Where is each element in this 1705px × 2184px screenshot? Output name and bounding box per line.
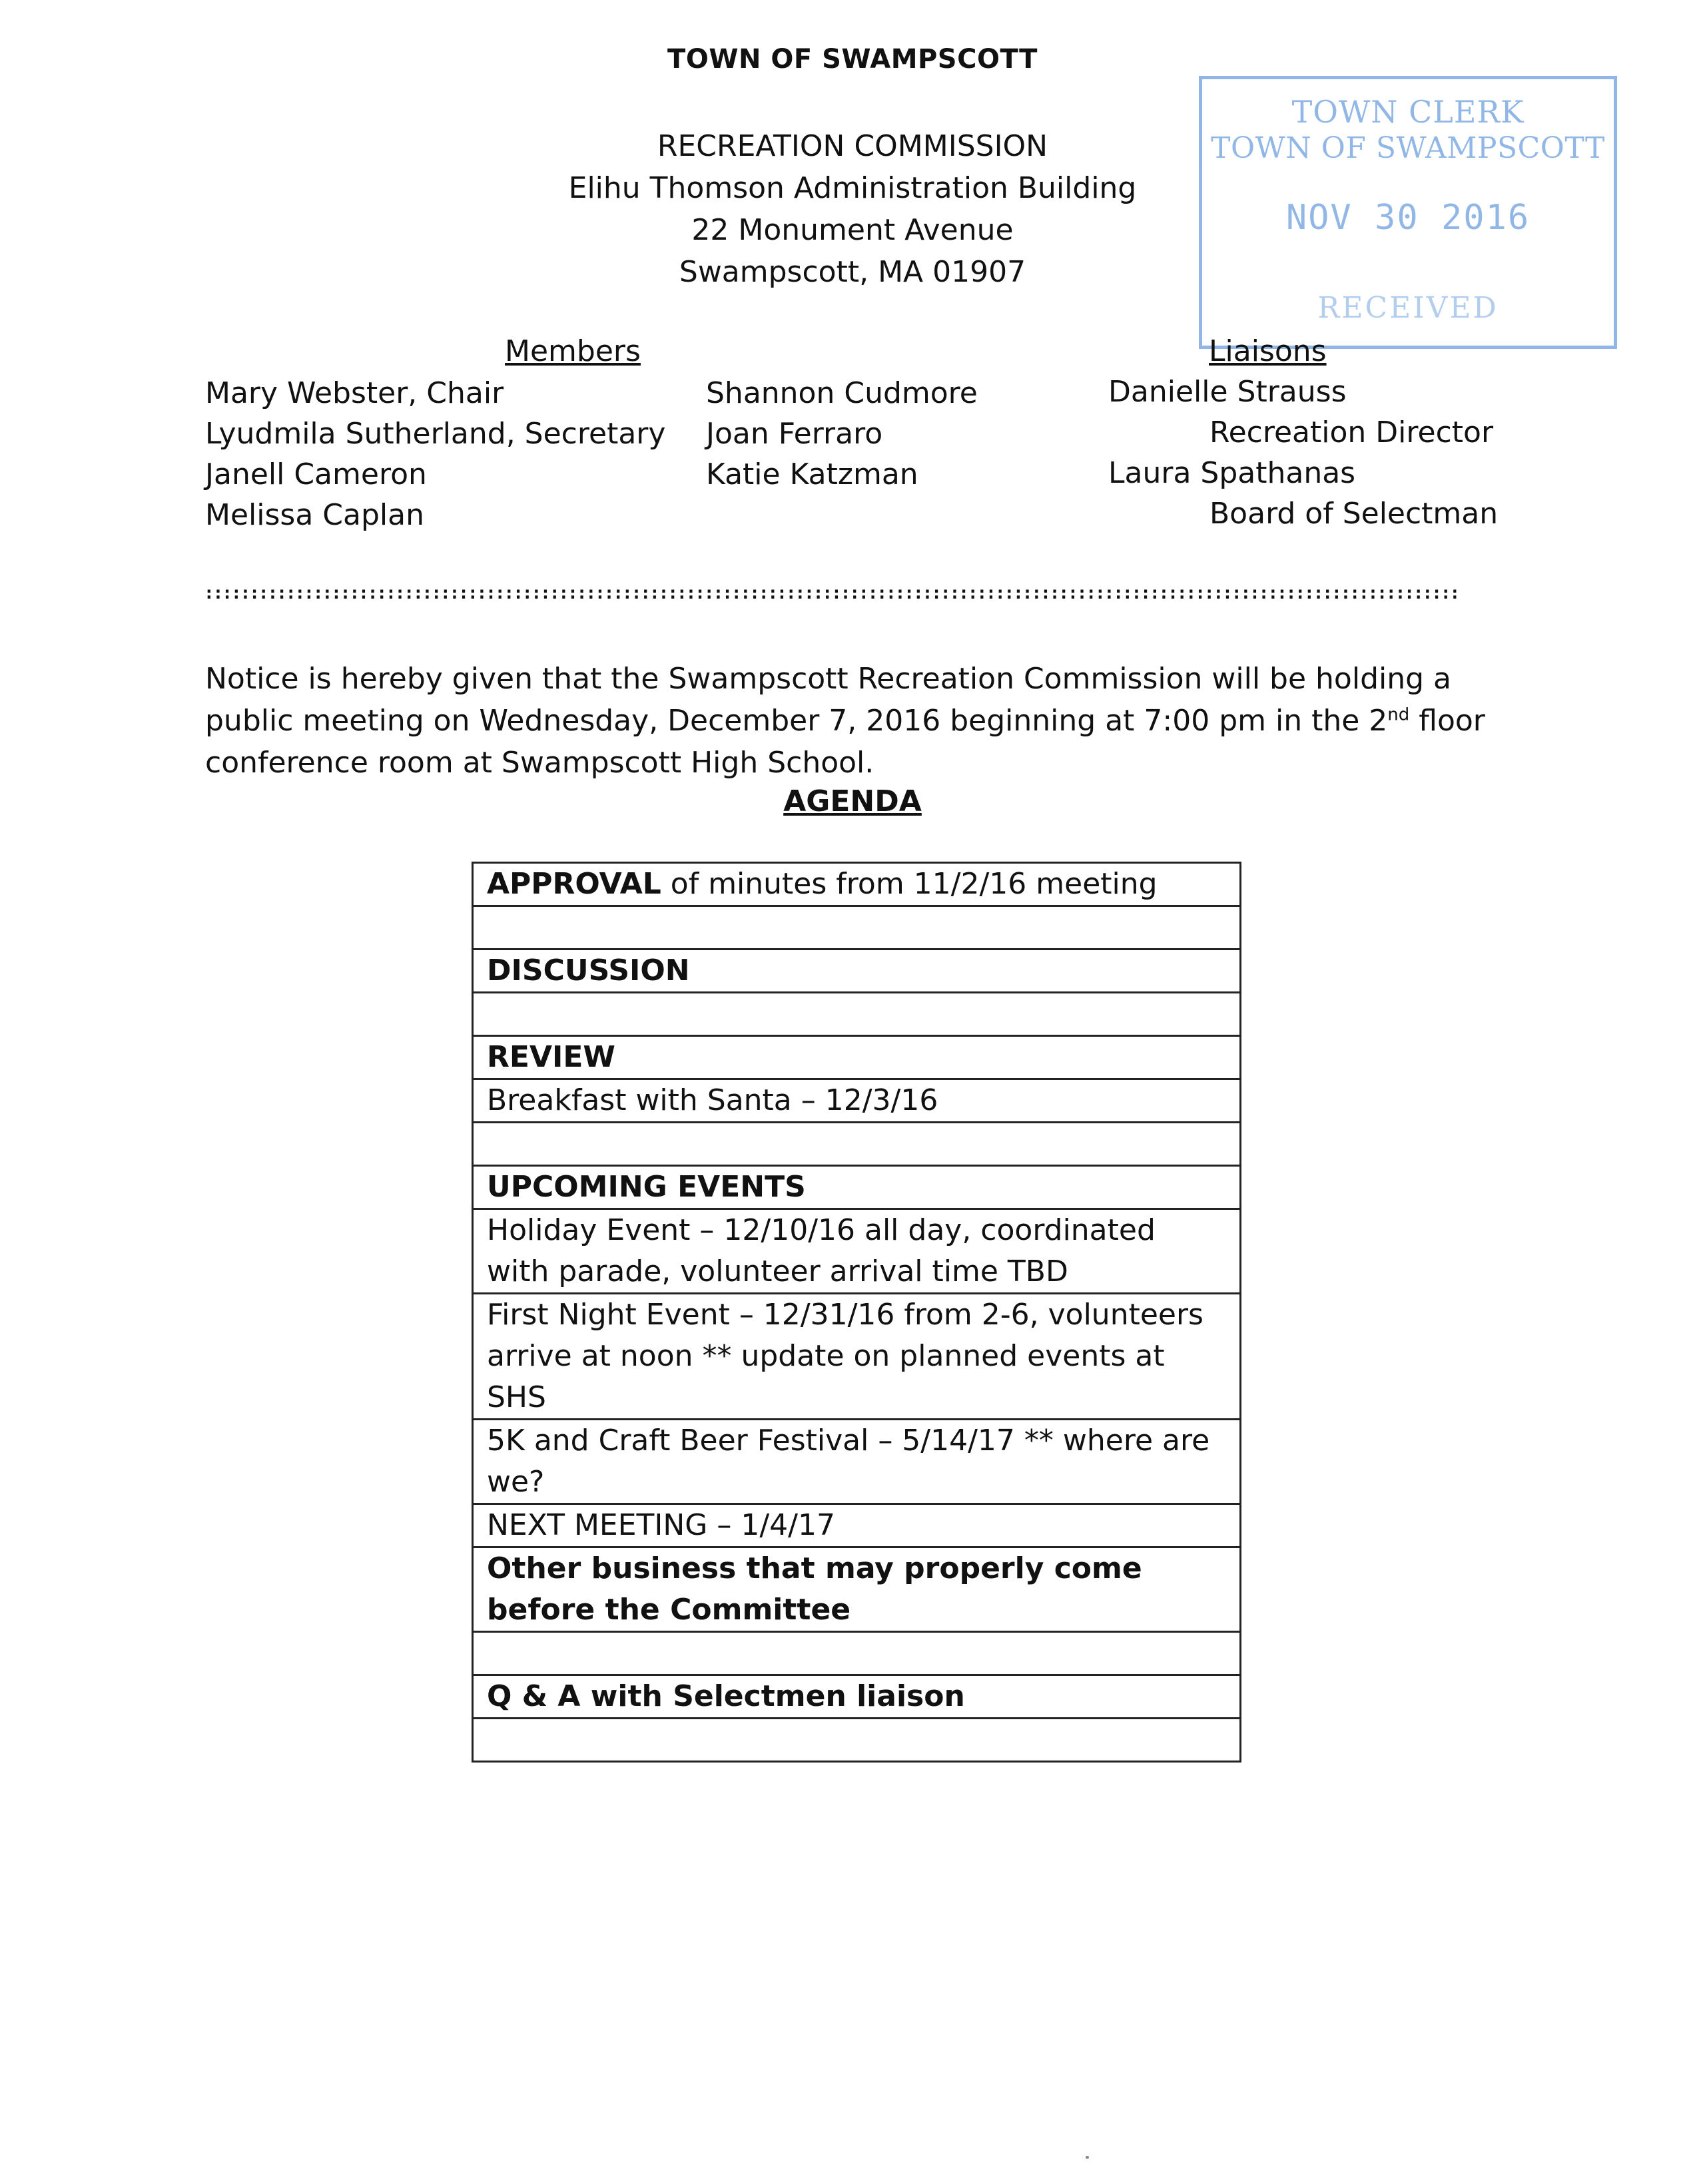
stamp-line-town-clerk: TOWN CLERK [1291,94,1525,130]
table-row [473,1719,1241,1762]
member-name: Katie Katzman [706,457,918,491]
members-heading: Members [505,334,641,368]
table-row [473,1420,1241,1504]
approval-detail: of minutes from 11/2/16 meeting [661,867,1158,901]
member-name: Mary Webster, Chair [205,376,504,410]
commission-name: RECREATION COMMISSION [657,129,1048,163]
liaisons-heading: Liaisons [1209,334,1327,368]
notice-text-continued: floor conference room at Swampscott High School. [205,704,1485,780]
agenda-review: REVIEW [473,1036,1241,1079]
notice-ordinal-suffix: nd [1387,704,1410,725]
agenda-heading: AGENDA [783,784,922,818]
table-row [473,906,1241,950]
agenda-empty-row [473,993,1241,1036]
table-row [473,863,1241,906]
agenda-approval [473,863,1241,906]
liaison-role: Recreation Director [1209,415,1494,449]
liaison-name: Laura Spathanas [1108,456,1356,490]
agenda-other-business: Other business that may properly come before the Committee [473,1547,1241,1632]
building-name: Elihu Thomson Administration Building [568,171,1137,205]
table-row [473,1036,1241,1079]
table-row [473,1547,1241,1632]
dotted-divider: :::::::::::::::::::::::::::::::::::::::::::::::::::::::::::::::::::::::::::::::::::::::::::::::::::::::::::::::::::::::::::::::::::::::::: [204,583,1459,603]
stamp-line-town: TOWN OF SWAMPSCOTT [1211,131,1605,165]
stamp-date: NOV 30 2016 [1285,198,1531,238]
member-name: Joan Ferraro [706,417,883,451]
table-row [473,1209,1241,1294]
table-row [473,1079,1241,1123]
agenda-empty-row [473,1632,1241,1675]
liaisons-list [1108,372,1498,534]
agenda-event-item: First Night Event – 12/31/16 from 2-6, volunteers arrive at noon ** update on planned events at SHS [473,1294,1241,1420]
table-row [473,1294,1241,1420]
city-state-zip: Swampscott, MA 01907 [679,255,1026,289]
agenda-table [472,862,1241,1763]
members-column-2 [706,373,978,495]
table-row [473,1675,1241,1719]
table-row [473,1123,1241,1166]
agenda-empty-row [473,906,1241,950]
agenda-qa: Q & A with Selectmen liaison [473,1675,1241,1719]
liaison-role: Board of Selectman [1209,497,1499,531]
notice-text: Notice is hereby given that the Swampscott Recreation Commission will be holding a public meeting on Wednesday, December 7, 2016 beginning at 7:00 pm in the 2 [205,662,1451,738]
town-clerk-received-stamp [1199,76,1617,349]
table-row [473,1632,1241,1675]
table-row [473,950,1241,993]
agenda-empty-row [473,1123,1241,1166]
table-row [473,1504,1241,1547]
agenda-upcoming-events: UPCOMING EVENTS [473,1166,1241,1209]
approval-label: APPROVAL [487,867,661,901]
table-row [473,1166,1241,1209]
meeting-notice [205,658,1511,784]
liaison-name: Danielle Strauss [1108,375,1347,409]
street-address: 22 Monument Avenue [691,213,1014,247]
agenda-event-item: 5K and Craft Beer Festival – 5/14/17 ** where are we? [473,1420,1241,1504]
stamp-received: RECEIVED [1317,291,1499,325]
member-name: Shannon Cudmore [706,376,978,410]
agenda-review-item: Breakfast with Santa – 12/3/16 [473,1079,1241,1123]
town-title: TOWN OF SWAMPSCOTT [667,44,1038,75]
member-name: Janell Cameron [205,457,427,491]
member-name: Lyudmila Sutherland, Secretary [205,417,666,451]
members-column-1 [205,373,665,535]
agenda-event-item: Holiday Event – 12/10/16 all day, coordinated with parade, volunteer arrival time TBD [473,1209,1241,1294]
agenda-discussion: DISCUSSION [473,950,1241,993]
member-name: Melissa Caplan [205,498,424,532]
agenda-empty-row [473,1719,1241,1762]
scan-speck [1086,2156,1089,2159]
table-row [473,993,1241,1036]
agenda-next-meeting: NEXT MEETING – 1/4/17 [473,1504,1241,1547]
